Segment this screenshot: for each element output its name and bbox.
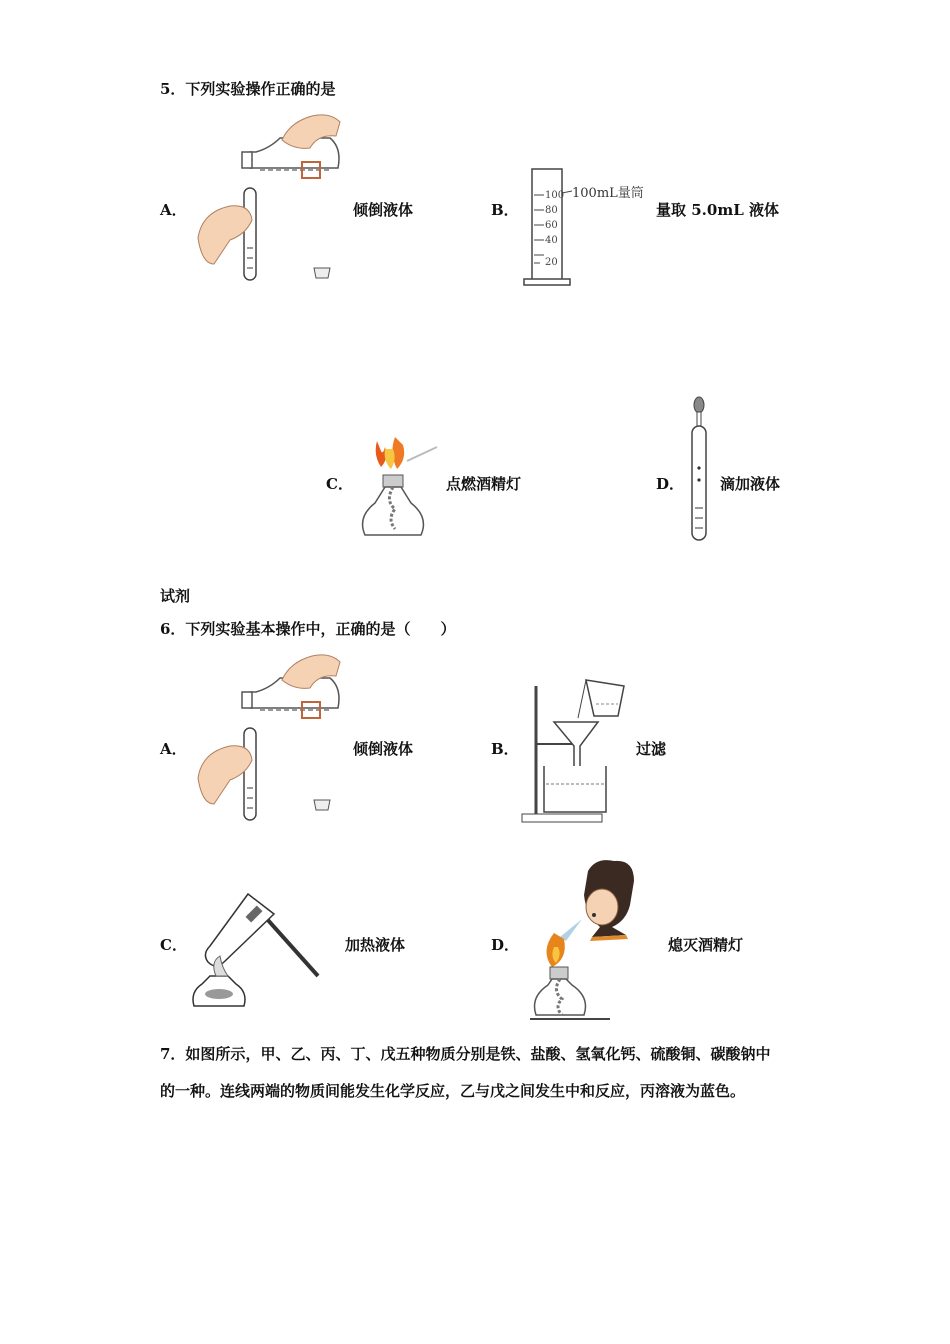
q6-option-a-letter: A． <box>160 740 187 758</box>
q5-option-b-caption: 量取 5.0mL 液体 <box>656 201 779 219</box>
q5-option-c-caption: 点燃酒精灯 <box>446 475 522 493</box>
q5-option-d-caption: 滴加液体 <box>720 475 781 493</box>
q5-option-b-letter: B． <box>491 201 519 219</box>
q6-option-b-caption: 过滤 <box>636 740 667 758</box>
q5-option-a-caption: 倾倒液体 <box>353 201 414 219</box>
q5-dropper-figure <box>685 396 715 544</box>
q6-option-c-caption: 加热液体 <box>345 936 406 954</box>
q6-option-d-caption: 熄灭酒精灯 <box>668 936 744 954</box>
cylinder-tick-1: 80 <box>545 205 558 216</box>
q6-heating-figure <box>188 884 323 1024</box>
q5-lamp-figure <box>355 437 440 545</box>
cylinder-tick-4: 20 <box>545 257 558 268</box>
cylinder-tick-0: 100 <box>545 190 565 201</box>
q5-cylinder-figure <box>520 165 655 290</box>
q6-option-d-letter: D． <box>491 936 520 954</box>
q5-trailing-text: 试剂 <box>160 587 191 605</box>
q5-pouring-figure <box>190 108 350 288</box>
q7-line-1: 7．如图所示，甲、乙、丙、丁、戊五种物质分别是铁、盐酸、氢氧化钙、硫酸铜、碳酸钠中 <box>160 1045 771 1063</box>
cylinder-tick-2: 60 <box>545 220 558 231</box>
cylinder-label: 100mL量筒 <box>572 186 644 201</box>
q6-filtration-figure <box>520 676 632 826</box>
q5-option-c-letter: C． <box>326 475 353 493</box>
q6-option-b-letter: B． <box>491 740 519 758</box>
q6-extinguish-figure <box>530 855 642 1025</box>
cylinder-tick-3: 40 <box>545 235 558 246</box>
q6-option-a-caption: 倾倒液体 <box>353 740 414 758</box>
q7-line-2: 的一种。连线两端的物质间能发生化学反应，乙与戊之间发生中和反应，丙溶液为蓝色。 <box>160 1082 746 1100</box>
q6-title: 6．下列实验基本操作中，正确的是（ ） <box>160 620 456 638</box>
q6-pouring-figure <box>190 648 350 828</box>
q5-option-a-letter: A． <box>160 201 187 219</box>
q5-title: 5．下列实验操作正确的是 <box>160 80 336 98</box>
q5-option-d-letter: D． <box>656 475 685 493</box>
q6-option-c-letter: C． <box>160 936 187 954</box>
